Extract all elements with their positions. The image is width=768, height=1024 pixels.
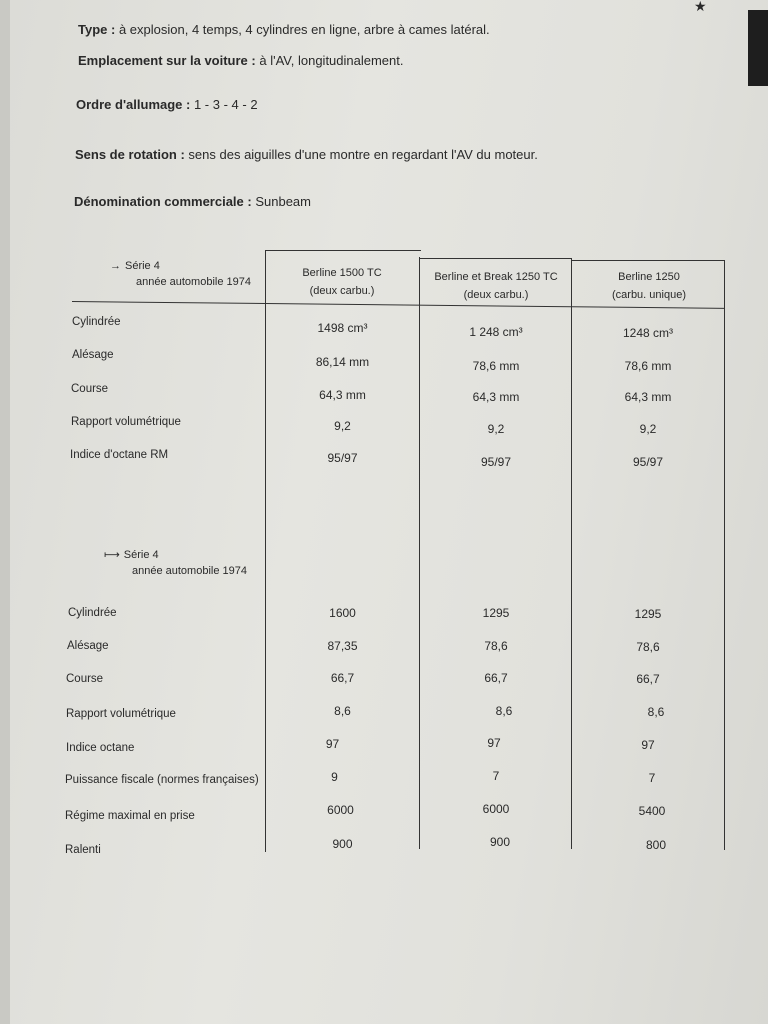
column-header-subtitle: (carbu. unique) bbox=[612, 289, 686, 301]
spec-name-label: Dénomination commerciale : bbox=[74, 194, 252, 209]
table-cell: 66,7 bbox=[636, 672, 660, 686]
table-cell: 1498 cm³ bbox=[317, 321, 368, 335]
series-year: année automobile 1974 bbox=[132, 565, 247, 577]
table-cell: 9,2 bbox=[639, 422, 657, 436]
table-cell: 8,6 bbox=[334, 704, 351, 718]
spec-location-label: Emplacement sur la voiture : bbox=[78, 53, 256, 68]
table-cell: 87,35 bbox=[327, 639, 358, 653]
table-cell: 8,6 bbox=[647, 705, 665, 719]
row-label: Cylindrée bbox=[68, 607, 117, 619]
table-cell: 95/97 bbox=[480, 455, 512, 469]
row-label: Puissance fiscale (normes françaises) bbox=[65, 774, 259, 786]
spec-rotation-label: Sens de rotation : bbox=[75, 147, 185, 162]
table-top-border bbox=[420, 258, 572, 259]
table-cell: 78,6 mm bbox=[472, 359, 520, 373]
spec-type-label: Type : bbox=[78, 22, 116, 37]
row-label: Rapport volumétrique bbox=[71, 416, 181, 428]
arrow-right-icon: → bbox=[110, 260, 121, 272]
column-divider bbox=[724, 260, 725, 850]
column-divider bbox=[571, 259, 572, 849]
row-label: Ralenti bbox=[65, 844, 101, 856]
table-top-border bbox=[572, 260, 724, 261]
arrow-right-icon: ⟼ bbox=[104, 549, 120, 561]
spec-type-value: à explosion, 4 temps, 4 cylindres en ligne, arbre à cames latéral. bbox=[118, 22, 490, 37]
table-cell: 86,14 mm bbox=[315, 355, 370, 369]
row-label: Alésage bbox=[67, 640, 109, 652]
table-cell: 1 248 cm³ bbox=[469, 325, 523, 339]
row-label: Course bbox=[66, 673, 104, 685]
table-cell: 78,6 bbox=[636, 640, 660, 654]
column-header-berline-1500-tc bbox=[272, 264, 412, 300]
table-cell: 800 bbox=[645, 838, 667, 852]
row-label: Indice octane bbox=[66, 742, 135, 754]
table-cell: 66,7 bbox=[330, 671, 355, 685]
table-cell: 7 bbox=[492, 769, 500, 783]
table-cell: 95/97 bbox=[632, 455, 664, 469]
series-title: Série 4 bbox=[125, 260, 160, 272]
column-header-subtitle: (deux carbu.) bbox=[463, 289, 529, 301]
table-cell: 64,3 mm bbox=[472, 390, 520, 404]
column-divider bbox=[419, 257, 420, 849]
row-label: Cylindrée bbox=[72, 316, 121, 328]
table-cell: 64,3 mm bbox=[319, 388, 366, 402]
series-label-top bbox=[110, 258, 251, 290]
table-cell: 1295 bbox=[634, 607, 662, 621]
spec-location-value: à l'AV, longitudinalement. bbox=[259, 53, 404, 68]
table-cell: 64,3 mm bbox=[624, 390, 672, 404]
table-cell: 9,2 bbox=[487, 422, 505, 436]
column-header-berline-1250 bbox=[576, 268, 722, 304]
table-cell: 97 bbox=[487, 736, 501, 750]
spec-name-value: Sunbeam bbox=[255, 194, 311, 209]
table-cell: 78,6 mm bbox=[624, 359, 672, 373]
table-cell: 97 bbox=[325, 737, 340, 751]
table-top-border bbox=[266, 250, 421, 251]
spec-firing-value: 1 - 3 - 4 - 2 bbox=[193, 97, 258, 112]
column-header-title: Berline 1250 bbox=[618, 271, 680, 283]
row-label: Indice d'octane RM bbox=[70, 449, 169, 461]
series-title: Série 4 bbox=[123, 549, 159, 561]
spec-firing-label: Ordre d'allumage : bbox=[76, 97, 191, 112]
spec-firing-order bbox=[76, 97, 258, 112]
series-year: année automobile 1974 bbox=[136, 276, 251, 288]
table-cell: 8,6 bbox=[495, 704, 513, 718]
table-cell: 5400 bbox=[638, 804, 666, 818]
row-label: Rapport volumétrique bbox=[66, 708, 176, 720]
table-cell: 6000 bbox=[482, 802, 510, 816]
row-label: Course bbox=[71, 383, 109, 395]
row-label: Alésage bbox=[72, 349, 114, 361]
spec-commercial-name bbox=[74, 194, 311, 209]
table-cell: 9 bbox=[331, 770, 338, 784]
spec-location bbox=[78, 53, 404, 68]
table-cell: 95/97 bbox=[327, 451, 358, 465]
star-mark: ★ bbox=[694, 0, 707, 14]
table-cell: 7 bbox=[648, 771, 656, 785]
series-label-bottom bbox=[104, 547, 247, 579]
table-cell: 9,2 bbox=[334, 419, 351, 433]
table-cell: 97 bbox=[641, 738, 655, 752]
column-header-subtitle: (deux carbu.) bbox=[309, 285, 375, 297]
page-edge-tab bbox=[748, 10, 768, 86]
spec-rotation bbox=[75, 147, 538, 162]
table-cell: 1600 bbox=[329, 606, 356, 620]
column-divider bbox=[265, 250, 266, 852]
table-cell: 1248 cm³ bbox=[622, 326, 674, 340]
spec-type bbox=[78, 22, 490, 37]
spec-rotation-value: sens des aiguilles d'une montre en regardant l'AV du moteur. bbox=[188, 147, 538, 162]
table-cell: 6000 bbox=[327, 803, 354, 817]
column-header-berline-break-1250-tc bbox=[422, 268, 570, 304]
table-cell: 78,6 bbox=[484, 639, 508, 653]
column-header-title: Berline 1500 TC bbox=[302, 267, 382, 279]
column-header-title: Berline et Break 1250 TC bbox=[434, 271, 558, 283]
table-cell: 1295 bbox=[482, 606, 510, 620]
table-cell: 900 bbox=[332, 837, 353, 851]
table-cell: 900 bbox=[489, 835, 511, 849]
table-cell: 66,7 bbox=[484, 671, 508, 685]
row-label: Régime maximal en prise bbox=[65, 810, 195, 822]
